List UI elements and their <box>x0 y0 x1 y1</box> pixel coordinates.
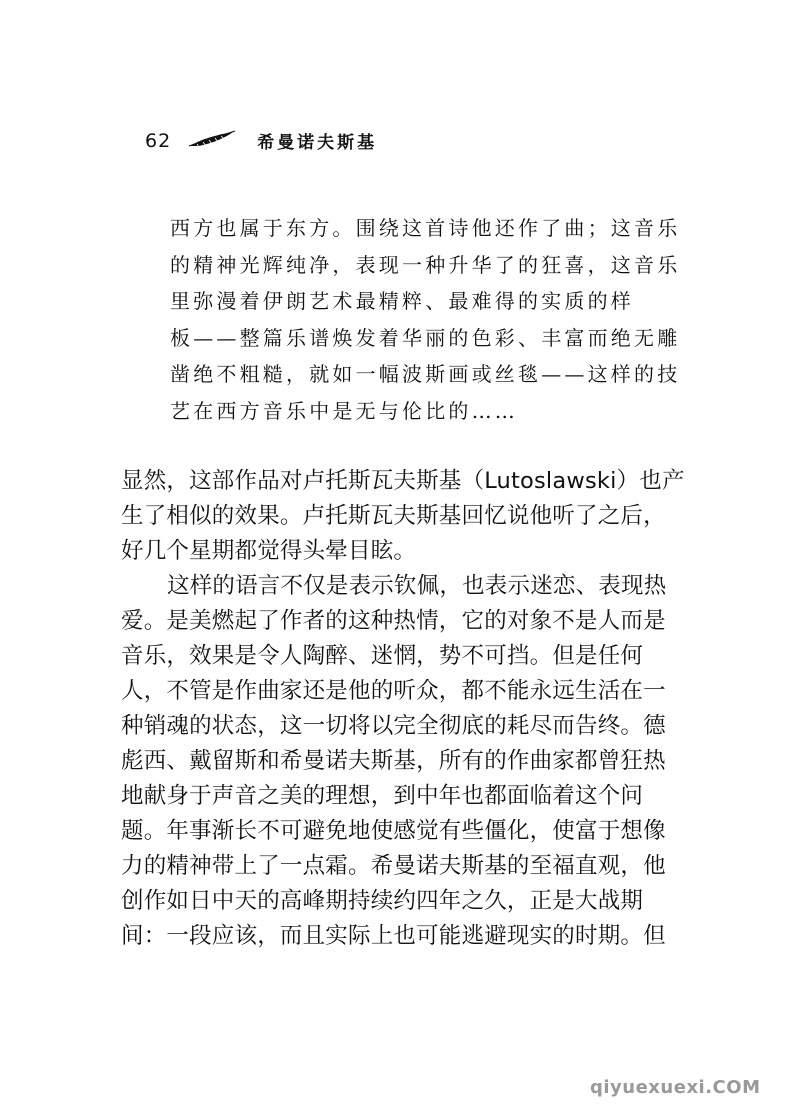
quote-line: 的精神光辉纯净，表现一种升华了的狂喜，这音乐 <box>170 252 681 277</box>
paragraph-line: 种销魂的状态，这一切将以完全彻底的耗尽而告终。德 <box>121 713 666 739</box>
paragraph-line: 创作如日中天的高峰期持续约四年之久，正是大战期 <box>121 888 644 914</box>
quote-line: 艺在西方音乐中是无与伦比的…… <box>170 398 518 423</box>
quote-line: 凿绝不粗糙，就如一幅波斯画或丝毯——这样的技 <box>170 362 681 386</box>
watermark: qiyuexuexi.COM <box>590 1077 761 1098</box>
quote-line: 里弥漫着伊朗艺术最精粹、最难得的实质的样 <box>170 289 634 313</box>
paragraph-line: 爱。是美燃起了作者的这种热情，它的对象不是人而是 <box>121 608 666 634</box>
paragraph-line: 人，不管是作曲家还是他的听众，都不能永远生活在一 <box>121 678 666 704</box>
paragraph-line: 力的精神带上了一点霜。希曼诺夫斯基的至福直观，他 <box>121 853 666 879</box>
paragraph-line: 好几个星期都觉得头晕目眩。 <box>121 538 417 564</box>
paragraph-line: 音乐，效果是令人陶醉、迷惘，势不可挡。但是任何 <box>121 643 644 669</box>
paragraph-line: 显然，这部作品对卢托斯瓦夫斯基（Lutoslawski）也产 <box>121 468 685 494</box>
quote-line: 板——整篇乐谱焕发着华丽的色彩、丰富而绝无雕 <box>170 325 681 350</box>
feather-icon <box>187 130 237 152</box>
running-title: 希曼诺夫斯基 <box>257 133 378 153</box>
paragraph-line: 题。年事渐长不可避免地使感觉有些僵化，使富于想像 <box>121 818 666 844</box>
paragraph-line: 这样的语言不仅是表示钦佩，也表示迷恋、表现热 <box>167 573 667 599</box>
quote-line: 西方也属于东方。围绕这首诗他还作了曲；这音乐 <box>170 216 681 240</box>
paragraph-line: 间：一段应该，而且实际上也可能逃避现实的时期。但 <box>121 923 666 949</box>
paragraph-line: 生了相似的效果。卢托斯瓦夫斯基回忆说他听了之后， <box>121 503 666 529</box>
block-quote <box>170 210 685 429</box>
page-number: 62 <box>145 129 172 152</box>
body-text <box>121 464 686 954</box>
running-header <box>145 128 377 153</box>
paragraph-line: 地献身于声音之美的理想，到中年也都面临着这个问 <box>121 783 644 809</box>
paragraph-line: 彪西、戴留斯和希曼诺夫斯基，所有的作曲家都曾狂热 <box>121 748 666 774</box>
